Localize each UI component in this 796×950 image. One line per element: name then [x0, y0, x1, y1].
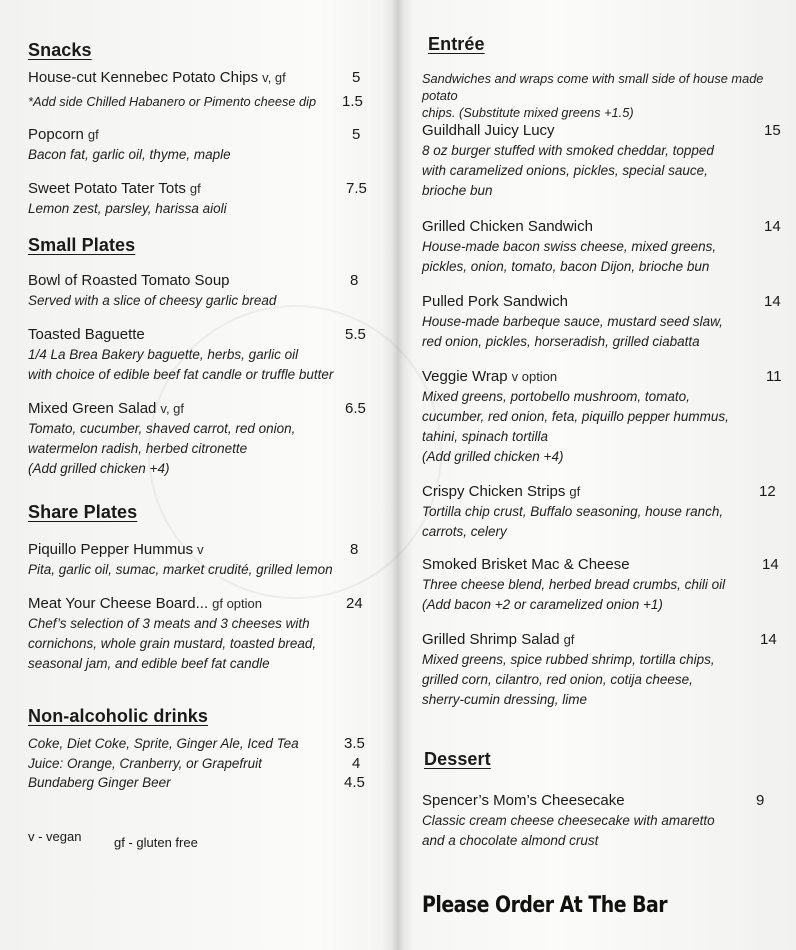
item-description: watermelon radish, herbed citronette: [28, 441, 248, 456]
item-description: Tortilla chip crust, Buffalo seasoning, house ranch,: [422, 504, 724, 519]
drink-price: 3.5: [344, 735, 365, 752]
section-title-share-plates: Share Plates: [28, 502, 138, 522]
item-description: (Add grilled chicken +4): [422, 449, 564, 464]
item-price: 8: [350, 272, 359, 289]
item-price: 24: [346, 595, 363, 612]
section-title-drinks: Non-alcoholic drinks: [28, 706, 209, 726]
menu-item: [28, 594, 378, 674]
menu-item: [28, 125, 378, 165]
menu-item: [28, 179, 378, 219]
item-description: pickles, onion, tomato, bacon Dijon, brioche bun: [422, 259, 710, 274]
item-name: Sweet Potato Tater Tots: [28, 180, 186, 197]
item-description: Three cheese blend, herbed bread crumbs, chili oil: [422, 577, 726, 592]
item-name: Bowl of Roasted Tomato Soup: [28, 272, 230, 289]
diet-tag: gf: [563, 632, 575, 647]
item-description: seasonal jam, and edible beef fat candle: [28, 656, 270, 671]
legend-gluten-free: gf - gluten free: [114, 835, 198, 850]
item-price: 6.5: [345, 400, 366, 417]
drink-price: 4: [352, 755, 361, 772]
item-description: 8 oz burger stuffed with smoked cheddar, topped: [422, 143, 714, 158]
diet-tag: gf: [87, 127, 99, 142]
menu-item: [422, 292, 782, 352]
menu-item: [28, 399, 378, 479]
item-description: with choice of edible beef fat candle or truffle butter: [28, 367, 334, 382]
item-price: 14: [764, 218, 781, 235]
drink-name: Coke, Diet Coke, Sprite, Ginger Ale, Iced Tea: [28, 736, 299, 751]
item-description: Classic cream cheese cheesecake with amaretto: [422, 813, 715, 828]
menu-item: [28, 325, 378, 385]
drink-name: Juice: Orange, Cranberry, or Grapefruit: [28, 756, 262, 771]
item-name: Smoked Brisket Mac & Cheese: [422, 556, 630, 573]
drink-name: Bundaberg Ginger Beer: [28, 775, 171, 790]
item-name: Crispy Chicken Strips: [422, 483, 566, 500]
section-title-entree: Entrée: [428, 34, 485, 54]
item-description: 1/4 La Brea Bakery baguette, herbs, garlic oil: [28, 347, 299, 362]
item-description: (Add grilled chicken +4): [28, 461, 170, 476]
item-price: 7.5: [346, 180, 367, 197]
menu-item: [422, 367, 782, 467]
item-description: Mixed greens, portobello mushroom, tomato,: [422, 389, 690, 404]
diet-tag: v, gf: [160, 401, 185, 416]
order-at-bar-notice: Please Order At The Bar: [422, 893, 668, 918]
item-description: cornichons, whole grain mustard, toasted bread,: [28, 636, 317, 651]
menu-item: [422, 630, 782, 710]
item-description: sherry-cumin dressing, lime: [422, 692, 588, 707]
item-description: Mixed greens, spice rubbed shrimp, tortilla chips,: [422, 652, 715, 667]
item-price: 14: [762, 556, 779, 573]
item-price: 15: [764, 122, 781, 139]
menu-item: [422, 791, 782, 851]
item-name: Pulled Pork Sandwich: [422, 293, 568, 310]
item-description: tahini, spinach tortilla: [422, 429, 549, 444]
menu-item: [422, 555, 782, 615]
entree-intro-line: chips. (Substitute mixed greens +1.5): [422, 105, 634, 120]
drink-item: [28, 734, 378, 754]
menu-item: [422, 482, 782, 542]
item-name: House-cut Kennebec Potato Chips: [28, 69, 259, 86]
item-price: 14: [764, 293, 781, 310]
section-title-small-plates: Small Plates: [28, 235, 136, 255]
item-name: Guildhall Juicy Lucy: [422, 122, 555, 139]
item-name: Toasted Baguette: [28, 326, 145, 343]
item-name: Meat Your Cheese Board...: [28, 595, 209, 612]
drink-item: [28, 754, 378, 774]
item-name: Veggie Wrap: [422, 368, 508, 385]
item-price: 5: [352, 69, 361, 86]
item-description: and a chocolate almond crust: [422, 833, 599, 848]
diet-tag: gf option: [212, 596, 262, 611]
item-price: 5: [352, 126, 361, 143]
item-description: with caramelized onions, pickles, special sauce,: [422, 163, 708, 178]
item-description: House-made bacon swiss cheese, mixed greens,: [422, 239, 717, 254]
menu-item: [28, 540, 378, 580]
item-description: Tomato, cucumber, shaved carrot, red onion,: [28, 421, 296, 436]
menu-item: [28, 68, 378, 88]
item-name: Spencer’s Mom’s Cheesecake: [422, 792, 625, 809]
diet-tag: v option: [511, 369, 558, 384]
menu-item: [422, 217, 782, 277]
diet-tag: v: [197, 542, 204, 557]
page-fold: [392, 0, 404, 950]
item-description: Pita, garlic oil, sumac, market crudité, grilled lemon: [28, 562, 333, 577]
diet-tag: gf: [189, 181, 201, 196]
item-description: grilled corn, cilantro, red onion, cotija cheese,: [422, 672, 693, 687]
item-note: *Add side Chilled Habanero or Pimento cheese dip: [28, 94, 317, 109]
item-price: 5.5: [345, 326, 366, 343]
section-title-dessert: Dessert: [424, 749, 491, 769]
item-price: 1.5: [342, 93, 363, 110]
item-description: Chef’s selection of 3 meats and 3 cheeses with: [28, 616, 310, 631]
item-description: cucumber, red onion, feta, piquillo pepper hummus,: [422, 409, 729, 424]
item-price: 9: [756, 792, 765, 809]
item-description: Lemon zest, parsley, harissa aioli: [28, 201, 227, 216]
drink-item: [28, 773, 378, 793]
item-description: (Add bacon +2 or caramelized onion +1): [422, 597, 663, 612]
item-description: red onion, pickles, horseradish, grilled ciabatta: [422, 334, 700, 349]
menu-item: [422, 121, 782, 201]
entree-intro-line: Sandwiches and wraps come with small side of house made potato: [422, 71, 764, 103]
item-name: Grilled Shrimp Salad: [422, 631, 560, 648]
item-name: Grilled Chicken Sandwich: [422, 218, 593, 235]
diet-tag: gf: [569, 484, 581, 499]
item-price: 11: [766, 368, 782, 385]
item-price: 8: [350, 541, 359, 558]
item-description: Bacon fat, garlic oil, thyme, maple: [28, 147, 231, 162]
item-name: Mixed Green Salad: [28, 400, 157, 417]
item-description: carrots, celery: [422, 524, 507, 539]
drink-price: 4.5: [344, 774, 365, 791]
legend-vegan: v - vegan: [28, 829, 82, 844]
item-description: Served with a slice of cheesy garlic bread: [28, 293, 277, 308]
menu-item: [28, 271, 378, 311]
item-name: Popcorn: [28, 126, 84, 143]
item-name: Piquillo Pepper Hummus: [28, 541, 194, 558]
item-price: 12: [759, 483, 776, 500]
diet-tag: v, gf: [262, 70, 286, 85]
menu-item-addon: [28, 93, 378, 110]
item-price: 14: [760, 631, 777, 648]
entree-intro: [422, 70, 782, 121]
item-description: House-made barbeque sauce, mustard seed slaw,: [422, 314, 723, 329]
item-description: brioche bun: [422, 183, 493, 198]
section-title-snacks: Snacks: [28, 40, 92, 60]
